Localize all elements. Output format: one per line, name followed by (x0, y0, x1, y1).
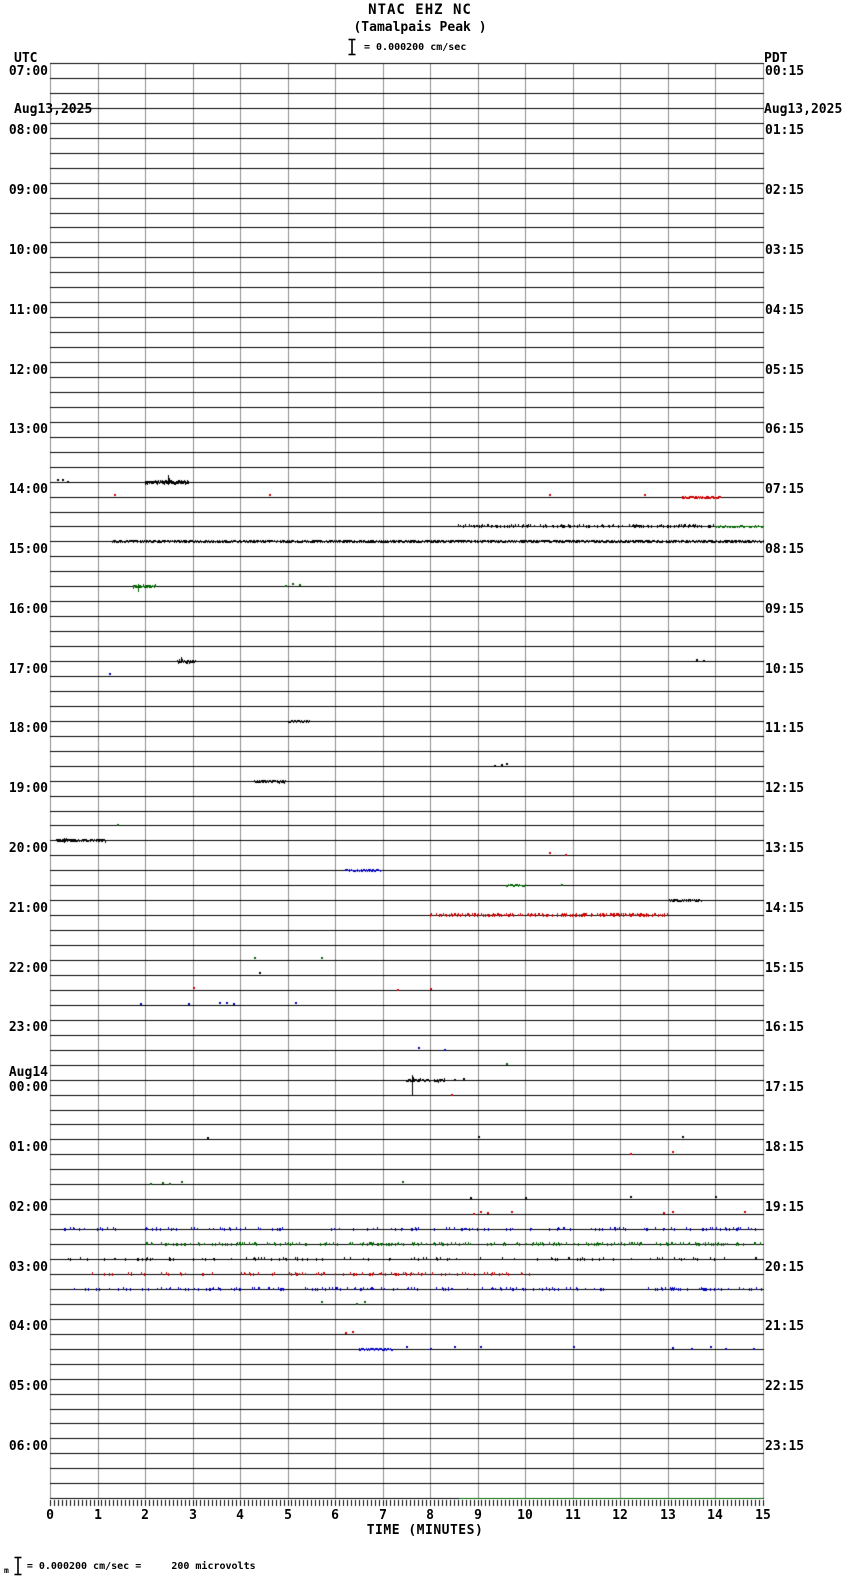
x-axis-tick-label: 5 (284, 1508, 292, 1523)
local-time-label: 04:15 (765, 303, 805, 318)
station-location: (Tamalpais Peak ) (353, 20, 487, 35)
utc-time-label: 21:00 (8, 901, 48, 916)
footer-m-glyph: m (4, 1566, 9, 1575)
local-time-label: 13:15 (765, 841, 805, 856)
local-time-label: 23:15 (765, 1439, 805, 1454)
local-time-label: 19:15 (765, 1200, 805, 1215)
utc-time-label: 03:00 (8, 1260, 48, 1275)
local-time-label: 07:15 (765, 482, 805, 497)
utc-time-label: 02:00 (8, 1200, 48, 1215)
utc-time-label: 04:00 (8, 1319, 48, 1334)
x-axis-tick-label: 6 (331, 1508, 339, 1523)
utc-time-label: 19:00 (8, 781, 48, 796)
footer-scale-text: = 0.000200 cm/sec = 200 microvolts (26, 1560, 256, 1572)
footer-scale-note (4, 1554, 256, 1578)
x-axis-title: TIME (MINUTES) (366, 1523, 484, 1538)
local-time-label: 02:15 (765, 183, 805, 198)
local-time-label: 21:15 (765, 1319, 805, 1334)
x-axis-tick-label: 4 (236, 1508, 244, 1523)
local-time-label: 01:15 (765, 123, 805, 138)
x-axis-tick-label: 8 (426, 1508, 434, 1523)
scale-legend (347, 38, 466, 56)
footer-scale-bar-icon (13, 1556, 23, 1576)
utc-date-rollover-label: Aug14 (8, 1065, 48, 1080)
utc-time-label: 14:00 (8, 482, 48, 497)
local-time-label: 05:15 (765, 363, 805, 378)
right-date-label: Aug13,2025 (764, 102, 843, 117)
utc-time-label: 12:00 (8, 363, 48, 378)
x-axis-tick-label: 7 (379, 1508, 387, 1523)
x-axis-tick-label: 2 (141, 1508, 149, 1523)
local-time-label: 00:15 (765, 64, 805, 79)
local-time-label: 17:15 (765, 1080, 805, 1095)
utc-time-label: 06:00 (8, 1439, 48, 1454)
utc-time-label: 07:00 (8, 64, 48, 79)
utc-time-label: 11:00 (8, 303, 48, 318)
x-axis-tick-label: 13 (660, 1508, 676, 1523)
x-axis-tick-label: 10 (517, 1508, 533, 1523)
utc-time-label: 00:00 (8, 1080, 48, 1095)
x-axis-tick-label: 15 (755, 1508, 771, 1523)
utc-time-label: 05:00 (8, 1379, 48, 1394)
x-axis-tick-label: 0 (46, 1508, 54, 1523)
utc-time-label: 22:00 (8, 961, 48, 976)
utc-time-label: 20:00 (8, 841, 48, 856)
local-time-label: 06:15 (765, 422, 805, 437)
utc-time-label: 17:00 (8, 662, 48, 677)
utc-time-label: 01:00 (8, 1140, 48, 1155)
utc-time-label: 08:00 (8, 123, 48, 138)
station-header (353, 2, 486, 36)
utc-time-label: 10:00 (8, 243, 48, 258)
utc-time-label: 09:00 (8, 183, 48, 198)
local-time-label: 15:15 (765, 961, 805, 976)
local-time-label: 20:15 (765, 1260, 805, 1275)
scale-legend-text: = 0.000200 cm/sec (364, 41, 467, 53)
utc-time-label: 18:00 (8, 721, 48, 736)
local-time-label: 03:15 (765, 243, 805, 258)
x-axis-tick-label: 9 (474, 1508, 482, 1523)
x-axis-tick-label: 3 (189, 1508, 197, 1523)
x-axis-tick-label: 14 (707, 1508, 723, 1523)
x-axis-tick-label: 12 (612, 1508, 628, 1523)
local-time-label: 08:15 (765, 542, 805, 557)
local-time-label: 18:15 (765, 1140, 805, 1155)
left-date-label: Aug13,2025 (14, 102, 93, 117)
local-time-label: 09:15 (765, 602, 805, 617)
utc-time-label: 16:00 (8, 602, 48, 617)
right-timezone-label: PDT (764, 51, 788, 66)
local-time-label: 12:15 (765, 781, 805, 796)
scale-bar-icon (347, 38, 357, 56)
local-time-label: 22:15 (765, 1379, 805, 1394)
utc-time-label: 15:00 (8, 542, 48, 557)
station-title: NTAC EHZ NC (368, 2, 472, 18)
local-time-label: 16:15 (765, 1020, 805, 1035)
x-axis-tick-label: 11 (565, 1508, 581, 1523)
local-time-label: 10:15 (765, 662, 805, 677)
utc-time-label: 13:00 (8, 422, 48, 437)
x-axis-tick-label: 1 (94, 1508, 102, 1523)
local-time-label: 14:15 (765, 901, 805, 916)
utc-time-label: 23:00 (8, 1020, 48, 1035)
local-time-label: 11:15 (765, 721, 805, 736)
left-timezone-label: UTC (14, 51, 38, 66)
